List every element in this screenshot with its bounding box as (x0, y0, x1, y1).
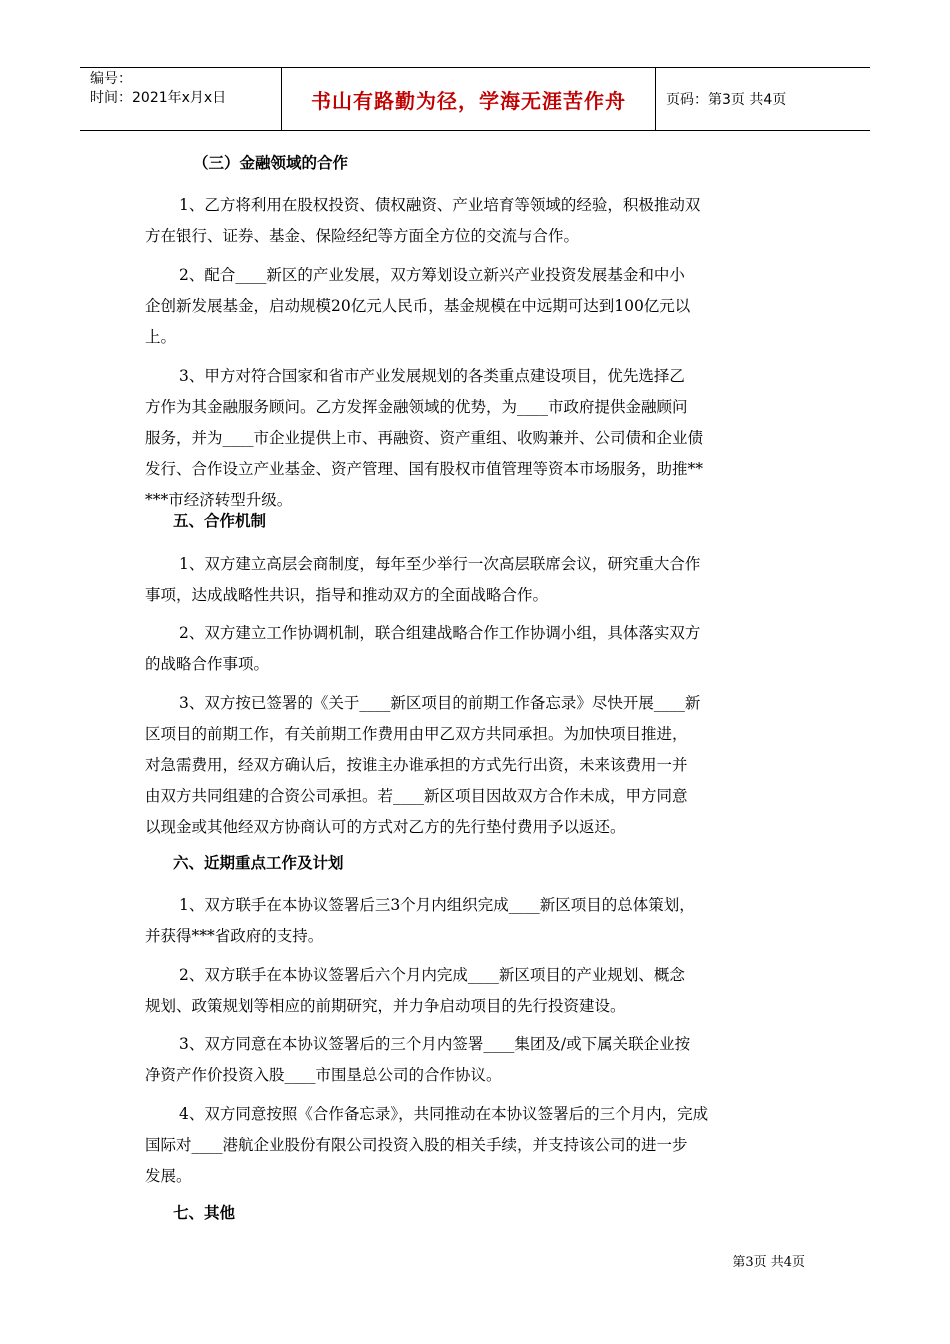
header-number: 编号： (90, 71, 132, 87)
paragraph-line: 3、双方同意在本协议签署后的三个月内签署____集团及/或下属关联企业按 (179, 1035, 691, 1053)
paragraph-line: 并获得***省政府的支持。 (145, 927, 324, 945)
paragraph-line: 1、乙方将利用在股权投资、债权融资、产业培育等领域的经验，积极推动双 (179, 196, 701, 214)
section-heading: （三）金融领域的合作 (193, 154, 349, 172)
paragraph (145, 890, 805, 952)
paragraph-line: 净资产作价投资入股____市围垦总公司的合作协议。 (145, 1066, 502, 1084)
paragraph-line: 由双方共同组建的合资公司承担。若____新区项目因故双方合作未成，甲方同意 (145, 787, 688, 805)
paragraph-line: 以现金或其他经双方协商认可的方式对乙方的先行垫付费用予以返还。 (145, 818, 626, 836)
paragraph-line: 1、双方建立高层会商制度，每年至少举行一次高层联席会议，研究重大合作 (179, 555, 701, 573)
paragraph-line: 3、甲方对符合国家和省市产业发展规划的各类重点建设项目，优先选择乙 (179, 367, 685, 385)
paragraph (145, 549, 805, 611)
paragraph-line: 上。 (145, 328, 177, 346)
section-heading: 六、近期重点工作及计划 (173, 854, 344, 872)
paragraph-line: 方在银行、证券、基金、保险经纪等方面全方位的交流与合作。 (145, 227, 580, 245)
page-footer: 第3页 共4页 (732, 1255, 805, 1270)
section-heading: 七、其他 (173, 1204, 236, 1222)
paragraph-line: 事项，达成战略性共识，指导和推动双方的全面战略合作。 (145, 586, 549, 604)
paragraph-line: 对急需费用，经双方确认后，按谁主办谁承担的方式先行出资，未来该费用一并 (145, 756, 688, 774)
paragraph (145, 1099, 805, 1192)
paragraph-line: 2、双方联手在本协议签署后六个月内完成____新区项目的产业规划、概念 (179, 966, 685, 984)
paragraph-line: 企创新发展基金，启动规模20亿元人民币，基金规模在中远期可达到100亿元以 (145, 297, 691, 315)
paragraph-line: 发行、合作设立产业基金、资产管理、国有股权市值管理等资本市场服务，助推** (145, 460, 704, 478)
paragraph-line: 服务，并为____市企业提供上市、再融资、资产重组、收购兼并、公司债和企业债 (145, 429, 704, 447)
paragraph (145, 688, 805, 843)
paragraph-line: 4、双方同意按照《合作备忘录》，共同推动在本协议签署后的三个月内，完成 (179, 1105, 709, 1123)
header-page-code: 页码：第3页 共4页 (666, 92, 787, 108)
paragraph (145, 618, 805, 680)
paragraph-line: ***市经济转型升级。 (145, 491, 293, 509)
paragraph-line: 2、双方建立工作协调机制，联合组建战略合作工作协调小组，具体落实双方 (179, 624, 701, 642)
paragraph (145, 260, 805, 353)
section-heading: 五、合作机制 (173, 512, 267, 530)
paragraph-line: 的战略合作事项。 (145, 655, 270, 673)
header-date: 时间：2021年x月x日 (90, 90, 227, 106)
paragraph-line: 1、双方联手在本协议签署后三3个月内组织完成____新区项目的总体策划， (179, 896, 695, 914)
page-header (80, 67, 870, 131)
paragraph-line: 2、配合____新区的产业发展，双方筹划设立新兴产业投资发展基金和中小 (179, 266, 685, 284)
paragraph-line: 区项目的前期工作，有关前期工作费用由甲乙双方共同承担。为加快项目推进， (145, 725, 688, 743)
header-meta (80, 68, 282, 130)
paragraph-line: 3、双方按已签署的《关于____新区项目的前期工作备忘录》尽快开展____新 (179, 694, 701, 712)
paragraph (145, 361, 805, 516)
paragraph-line: 规划、政策规划等相应的前期研究，并力争启动项目的先行投资建设。 (145, 997, 626, 1015)
paragraph-line: 国际对____港航企业股份有限公司投资入股的相关手续，并支持该公司的进一步 (145, 1136, 688, 1154)
paragraph-line: 方作为其金融服务顾问。乙方发挥金融领域的优势，为____市政府提供金融顾问 (145, 398, 688, 416)
paragraph (145, 1029, 805, 1091)
paragraph (145, 190, 805, 252)
header-motto: 书山有路勤为径，学海无涯苦作舟 (282, 68, 656, 130)
paragraph-line: 发展。 (145, 1167, 192, 1185)
paragraph (145, 960, 805, 1022)
